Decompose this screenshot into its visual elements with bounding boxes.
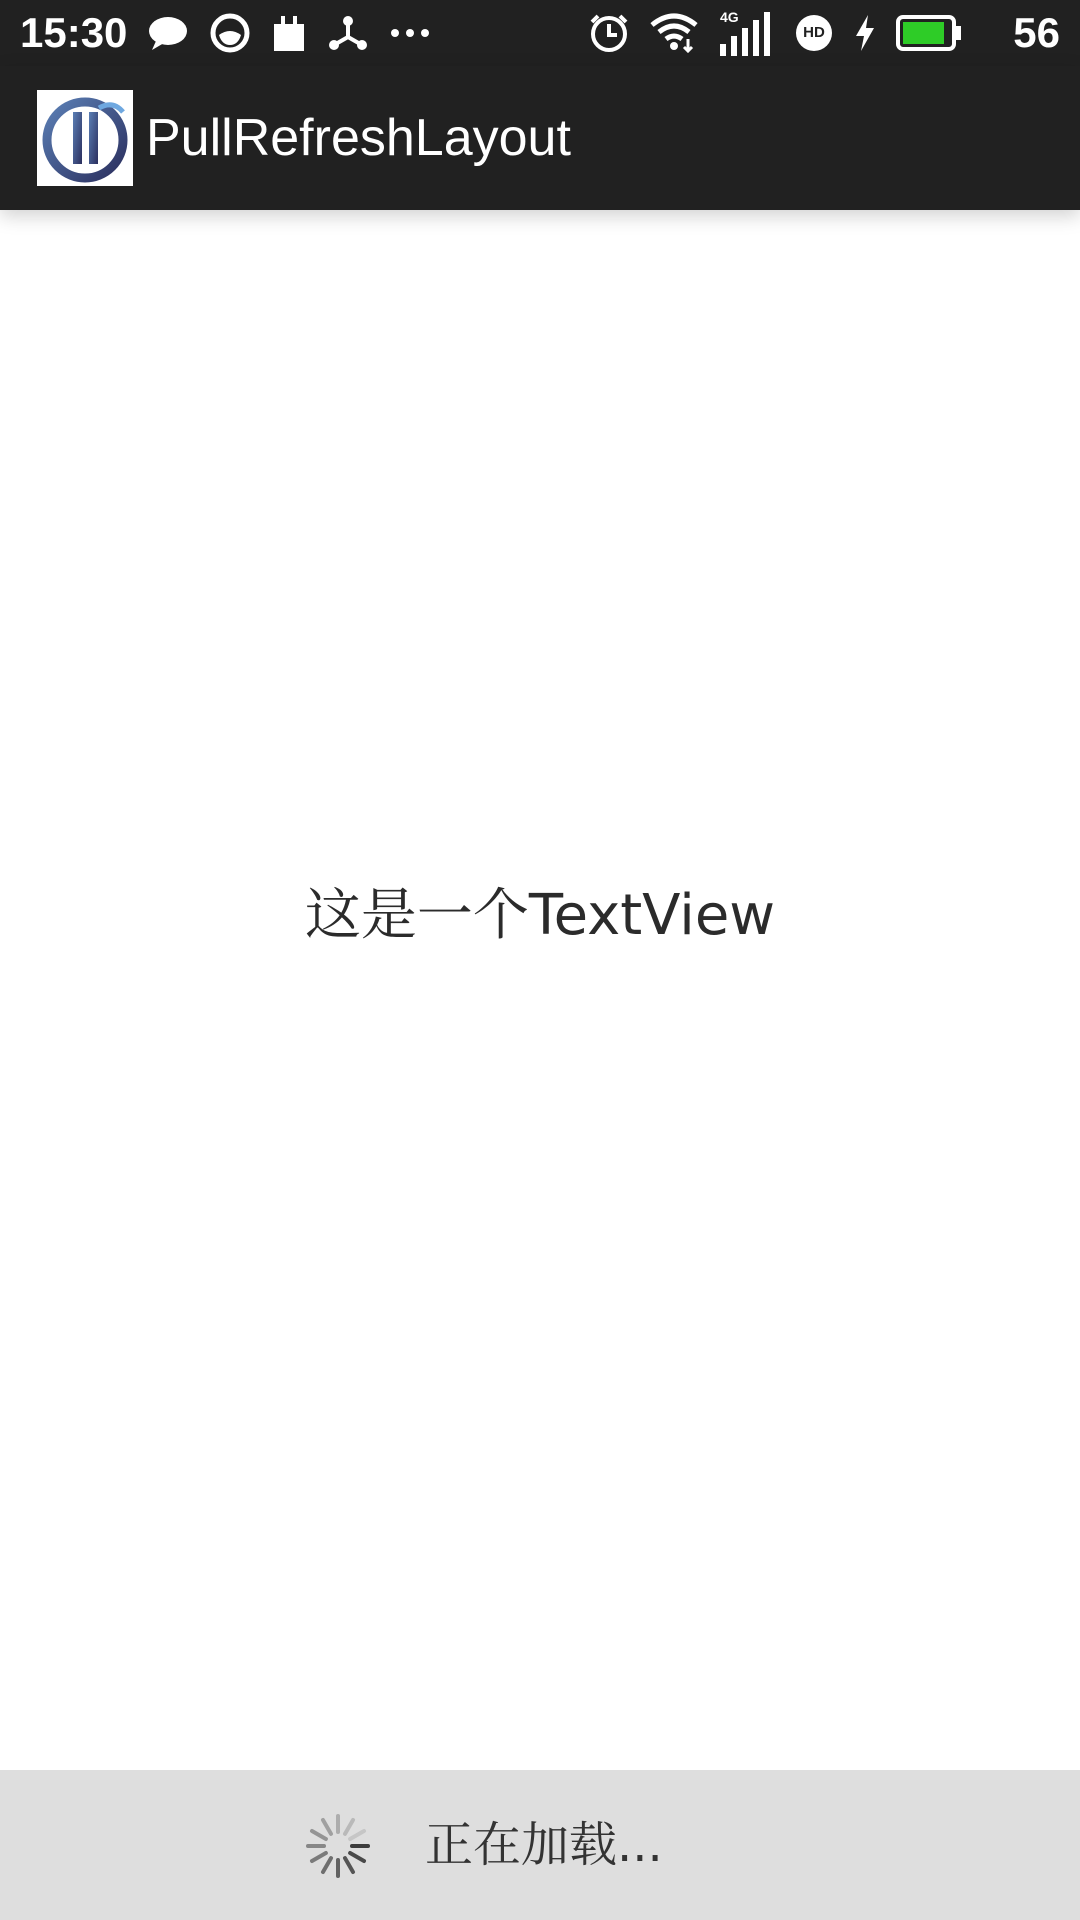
alarm-icon [588,12,630,54]
hd-label: HD [803,24,825,41]
network-type-label: 4G [720,9,739,25]
cellular-signal-icon [718,10,774,56]
loading-text: 正在加载... [425,1817,663,1873]
spinner-spoke [323,1820,331,1834]
status-time: 15:30 [20,9,128,56]
loading-spinner-icon [305,1813,371,1879]
more-dots-icon [390,27,430,39]
spinner-spoke [312,1831,326,1839]
app-logo [37,90,133,186]
loading-footer [0,1770,1080,1920]
wifi-icon [650,13,698,53]
spinner-spoke [345,1858,353,1872]
battery-fill [903,22,944,44]
battery-icon [896,14,962,52]
spinner-spoke [312,1853,326,1861]
cellular-signal [718,10,774,56]
hd-badge [794,13,834,53]
bag-icon [272,14,306,52]
battery-percent: 56 [1013,9,1060,56]
action-bar [0,66,1080,210]
charging-icon [854,14,876,52]
status-bar [0,0,1080,66]
share-nodes-icon [328,13,368,53]
status-left-icons [148,10,430,56]
content-textview: 这是一个TextView [304,883,776,948]
spinner-spoke [350,1831,364,1839]
spinner-spoke [323,1858,331,1872]
circle-app-icon [210,13,250,53]
app-logo-icon [37,90,133,186]
status-right-icons [588,8,962,58]
app-title: PullRefreshLayout [146,109,571,167]
spinner-spoke [345,1820,353,1834]
chat-bubble-icon [148,15,188,51]
spinner-spoke [350,1853,364,1861]
